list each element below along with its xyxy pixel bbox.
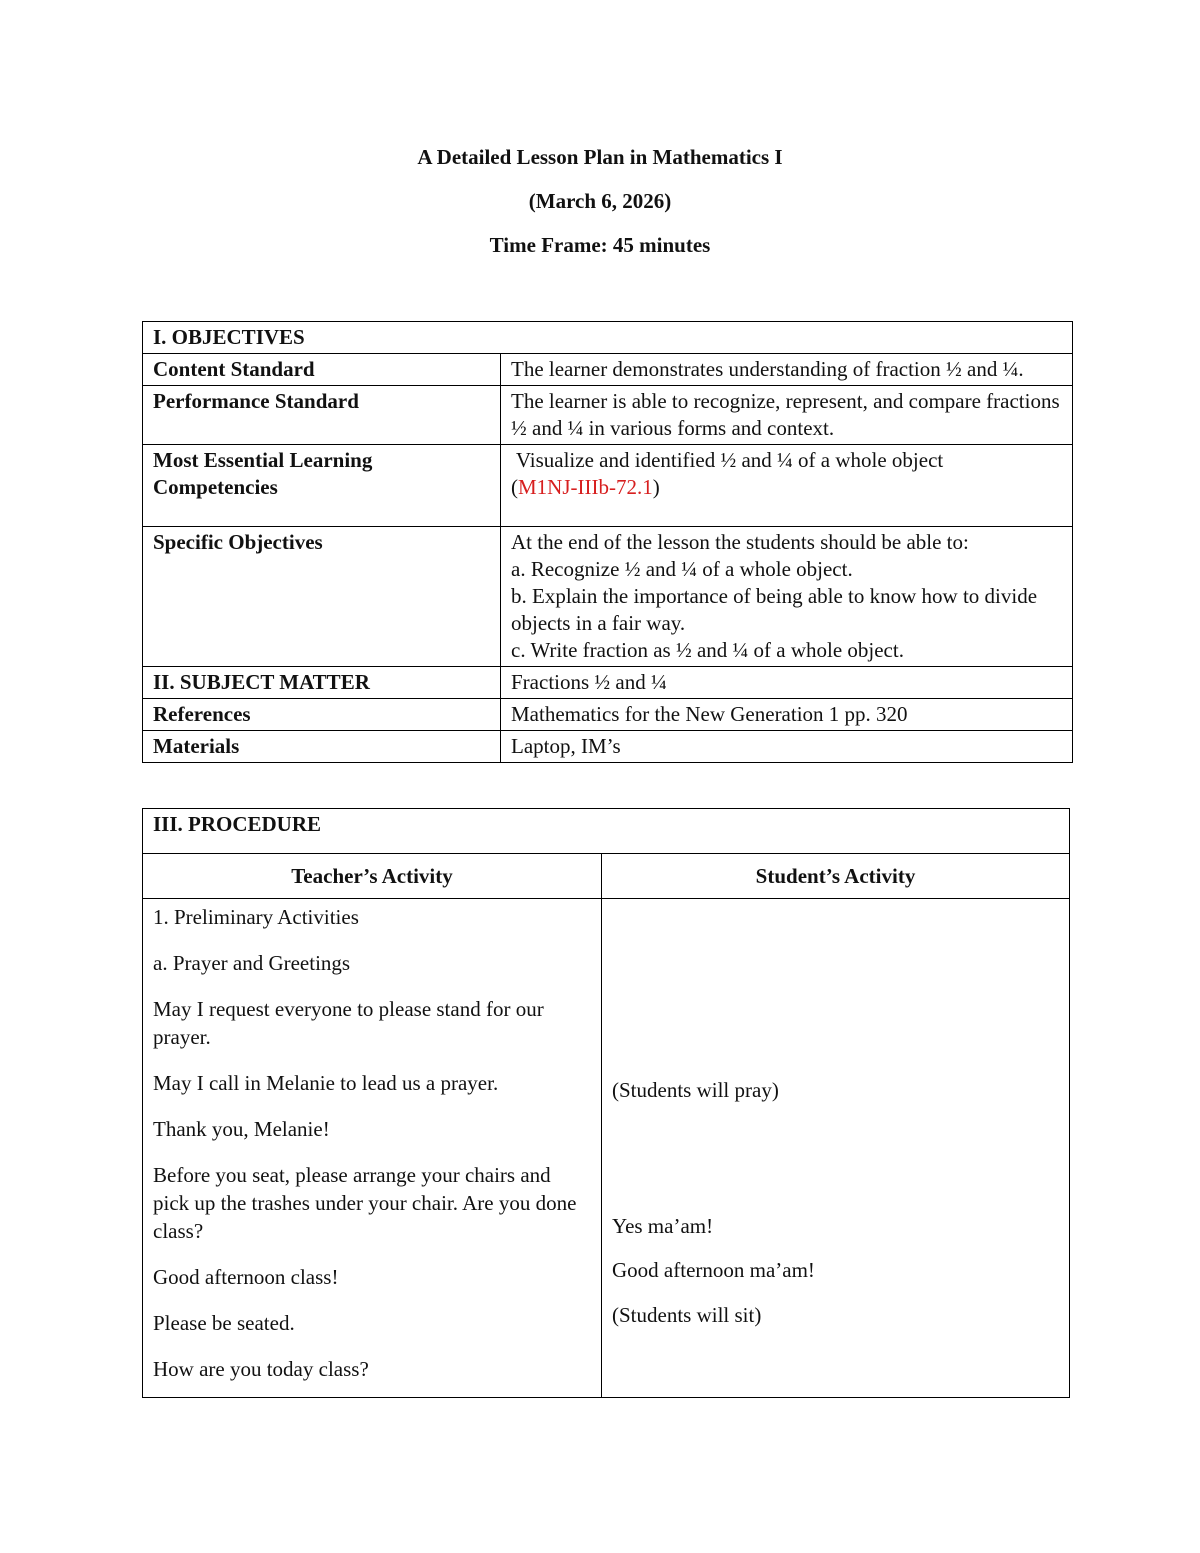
table-row <box>143 809 1070 854</box>
table-row <box>143 667 1073 699</box>
melc-paren-open: ( <box>511 475 518 499</box>
teacher-line: May I call in Melanie to lead us a prayer. <box>153 1071 499 1095</box>
document-title: A Detailed Lesson Plan in Mathematics I <box>417 145 783 169</box>
table-row <box>143 354 1073 386</box>
specific-objectives-value <box>501 527 1073 667</box>
student-line: Good afternoon ma’am! <box>612 1258 815 1282</box>
student-line: (Students will sit) <box>612 1303 762 1327</box>
content-standard-value: The learner demonstrates understanding of fraction ½ and ¼. <box>501 354 1073 386</box>
teacher-line: a. Prayer and Greetings <box>153 951 351 975</box>
specific-objectives-label: Specific Objectives <box>143 527 501 667</box>
melc-text: Visualize and identified ½ and ¼ of a whole object <box>511 448 944 472</box>
teacher-line: How are you today class? <box>153 1357 369 1381</box>
student-activity-header: Student’s Activity <box>602 854 1070 899</box>
materials-label: Materials <box>143 731 501 763</box>
teacher-line: 1. Preliminary Activities <box>153 905 359 929</box>
teacher-line: Thank you, Melanie! <box>153 1117 330 1141</box>
document-date: (March 6, 2026) <box>528 189 672 213</box>
student-line: (Students will pray) <box>612 1078 779 1102</box>
table-row <box>143 854 1070 899</box>
teacher-activity-cell <box>143 899 602 1398</box>
teacher-activity-header: Teacher’s Activity <box>143 854 602 899</box>
references-label: References <box>143 699 501 731</box>
content-standard-label: Content Standard <box>143 354 501 386</box>
performance-standard-label: Performance Standard <box>143 386 501 445</box>
teacher-line: Please be seated. <box>153 1311 295 1335</box>
melc-value <box>501 445 1073 527</box>
materials-value: Laptop, IM’s <box>501 731 1073 763</box>
time-frame: Time Frame: 45 minutes <box>489 233 711 257</box>
table-row <box>143 322 1073 354</box>
table-row <box>143 731 1073 763</box>
teacher-line: Good afternoon class! <box>153 1265 339 1289</box>
objective-a: a. Recognize ½ and ¼ of a whole object. <box>511 557 853 581</box>
objectives-table <box>142 321 1073 763</box>
melc-label: Most Essential Learning Competencies <box>143 445 501 527</box>
student-line: Yes ma’am! <box>612 1214 714 1238</box>
melc-code: M1NJ-IIIb-72.1 <box>518 475 653 499</box>
table-row <box>143 527 1073 667</box>
subject-matter-label: II. SUBJECT MATTER <box>143 667 501 699</box>
objective-intro: At the end of the lesson the students should be able to: <box>511 530 969 554</box>
teacher-line: Before you seat, please arrange your chairs and pick up the trashes under your chair. Are you done class? <box>153 1163 577 1243</box>
objectives-heading: I. OBJECTIVES <box>143 322 1073 354</box>
table-row <box>143 899 1070 1398</box>
subject-matter-value: Fractions ½ and ¼ <box>501 667 1073 699</box>
table-row <box>143 386 1073 445</box>
teacher-line: May I request everyone to please stand for our prayer. <box>153 997 544 1049</box>
procedure-heading: III. PROCEDURE <box>143 809 1070 854</box>
student-activity-cell <box>602 899 1070 1398</box>
references-value: Mathematics for the New Generation 1 pp. 320 <box>501 699 1073 731</box>
objective-c: c. Write fraction as ½ and ¼ of a whole object. <box>511 638 904 662</box>
performance-standard-value: The learner is able to recognize, represent, and compare fractions ½ and ¼ in various forms and context. <box>501 386 1073 445</box>
procedure-table <box>142 808 1070 1398</box>
document-header <box>0 140 1200 272</box>
table-row <box>143 445 1073 527</box>
table-row <box>143 699 1073 731</box>
objective-b: b. Explain the importance of being able to know how to divide objects in a fair way. <box>511 584 1038 635</box>
melc-paren-close: ) <box>652 475 660 499</box>
